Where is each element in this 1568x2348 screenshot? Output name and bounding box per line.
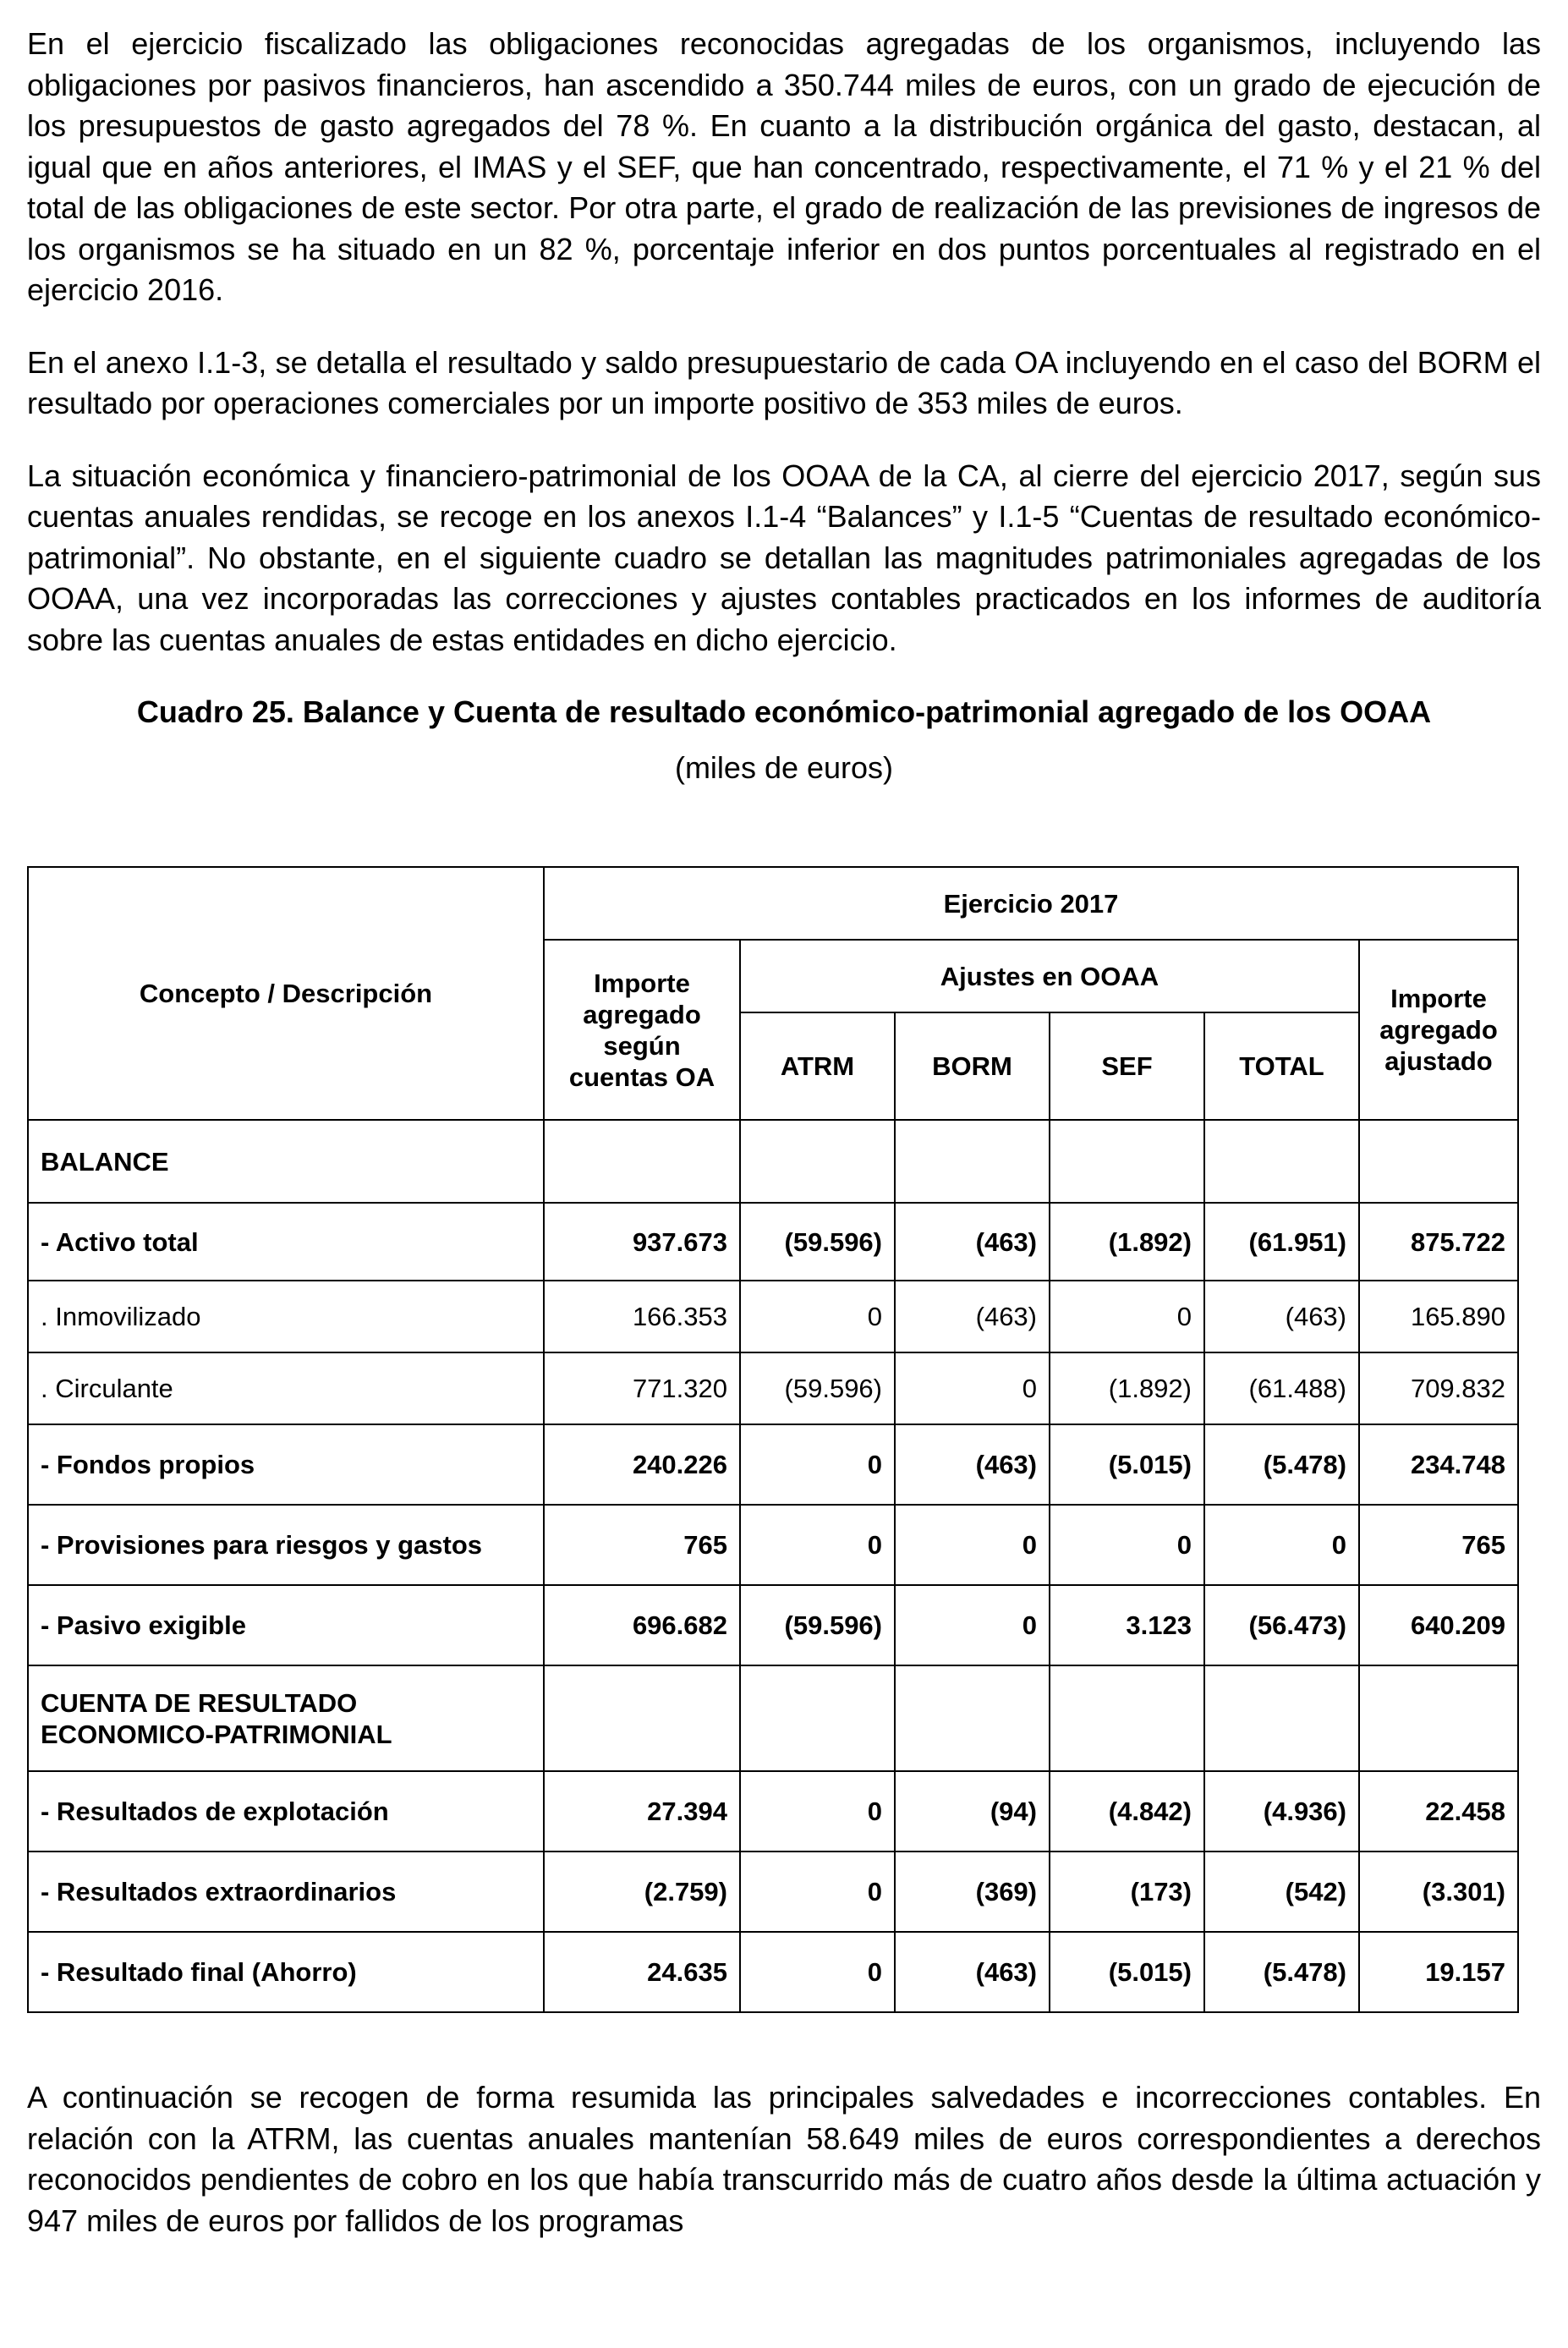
header-ajustes: Ajustes en OOAA xyxy=(740,940,1359,1012)
paragraph-1: En el ejercicio fiscalizado las obligaciones reconocidas agregadas de los organismos, incluyendo las obligaciones por pasivos financieros, han ascendido a 350.744 miles de euros, con un grado de ejecución de los presupuestos de gasto agregados del 78 %. En cuanto a la distribución orgánica del gasto, destacan, al igual que en años anteriores, el IMAS y el SEF, que han concentrado, respectivamente, el 71 % y el 21 % del total de las obligaciones de este sector. Por otra parte, el grado de realización de las previsiones de ingresos de los organismos se ha situado en un 82 %, porcentaje inferior en dos puntos porcentuales al registrado en el ejercicio 2016. xyxy=(27,26,1541,307)
table-title: Cuadro 25. Balance y Cuenta de resultado económico-patrimonial agregado de los OOAA xyxy=(136,694,1432,729)
header-importe-ajustado: Importe agregado ajustado xyxy=(1359,940,1518,1120)
header-total: TOTAL xyxy=(1204,1012,1359,1120)
document-footer-text xyxy=(27,2077,1541,2273)
table-row: . Inmovilizado 166.353 0 (463) 0 (463) 165.890 xyxy=(28,1281,1518,1352)
paragraph-4: A continuación se recogen de forma resumida las principales salvedades e incorrecciones contables. En relación con la ATRM, las cuentas anuales mantenían 58.649 miles de euros correspondientes a derechos reconocidos pendientes de cobro en los que había transcurrido más de cuatro años desde la última actuación y 947 miles de euros por fallidos de los programas xyxy=(27,2080,1541,2238)
table-row: - Activo total 937.673 (59.596) (463) (1.892) (61.951) 875.722 xyxy=(28,1203,1518,1281)
table-row: . Circulante 771.320 (59.596) 0 (1.892) (61.488) 709.832 xyxy=(28,1352,1518,1424)
paragraph-2: En el anexo I.1-3, se detalla el resultado y saldo presupuestario de cada OA incluyendo en el caso del BORM el resultado por operaciones comerciales por un importe positivo de 353 miles de euros. xyxy=(27,344,1541,420)
table-row: - Resultado final (Ahorro) 24.635 0 (463) (5.015) (5.478) 19.157 xyxy=(28,1932,1518,2012)
table-row: - Pasivo exigible 696.682 (59.596) 0 3.123 (56.473) 640.209 xyxy=(28,1585,1518,1665)
document-body xyxy=(27,24,1541,788)
table-row: - Provisiones para riesgos y gastos 765 0 0 0 0 765 xyxy=(28,1505,1518,1585)
section-label: BALANCE xyxy=(28,1120,544,1203)
header-ejercicio: Ejercicio 2017 xyxy=(544,867,1518,940)
section-label: CUENTA DE RESULTADO ECONOMICO-PATRIMONIAL xyxy=(28,1665,544,1771)
table-row-balance xyxy=(28,1120,1518,1203)
header-borm: BORM xyxy=(895,1012,1050,1120)
header-importe-oa: Importe agregado según cuentas OA xyxy=(544,940,740,1120)
balance-table xyxy=(27,866,1519,2013)
table-row-cuenta xyxy=(28,1665,1518,1771)
table-unit: (miles de euros) xyxy=(674,750,894,785)
header-concepto: Concepto / Descripción xyxy=(28,867,544,1120)
header-sef: SEF xyxy=(1050,1012,1204,1120)
paragraph-3: La situación económica y financiero-patrimonial de los OOAA de la CA, al cierre del ejercicio 2017, según sus cuentas anuales rendidas, se recoge en los anexos I.1-4 “Balances” y I.1-5 “Cuentas de resultado económico-patrimonial”. No obstante, en el siguiente cuadro se detallan las magnitudes patrimoniales agregadas de los OOAA, una vez incorporadas las correcciones y ajustes contables practicados en los informes de auditoría sobre las cuentas anuales de estas entidades en dicho ejercicio. xyxy=(27,458,1541,657)
header-atrm: ATRM xyxy=(740,1012,895,1120)
table-row: - Fondos propios 240.226 0 (463) (5.015) (5.478) 234.748 xyxy=(28,1424,1518,1505)
table-row: - Resultados de explotación 27.394 0 (94) (4.842) (4.936) 22.458 xyxy=(28,1771,1518,1852)
table-row: - Resultados extraordinarios (2.759) 0 (369) (173) (542) (3.301) xyxy=(28,1852,1518,1932)
